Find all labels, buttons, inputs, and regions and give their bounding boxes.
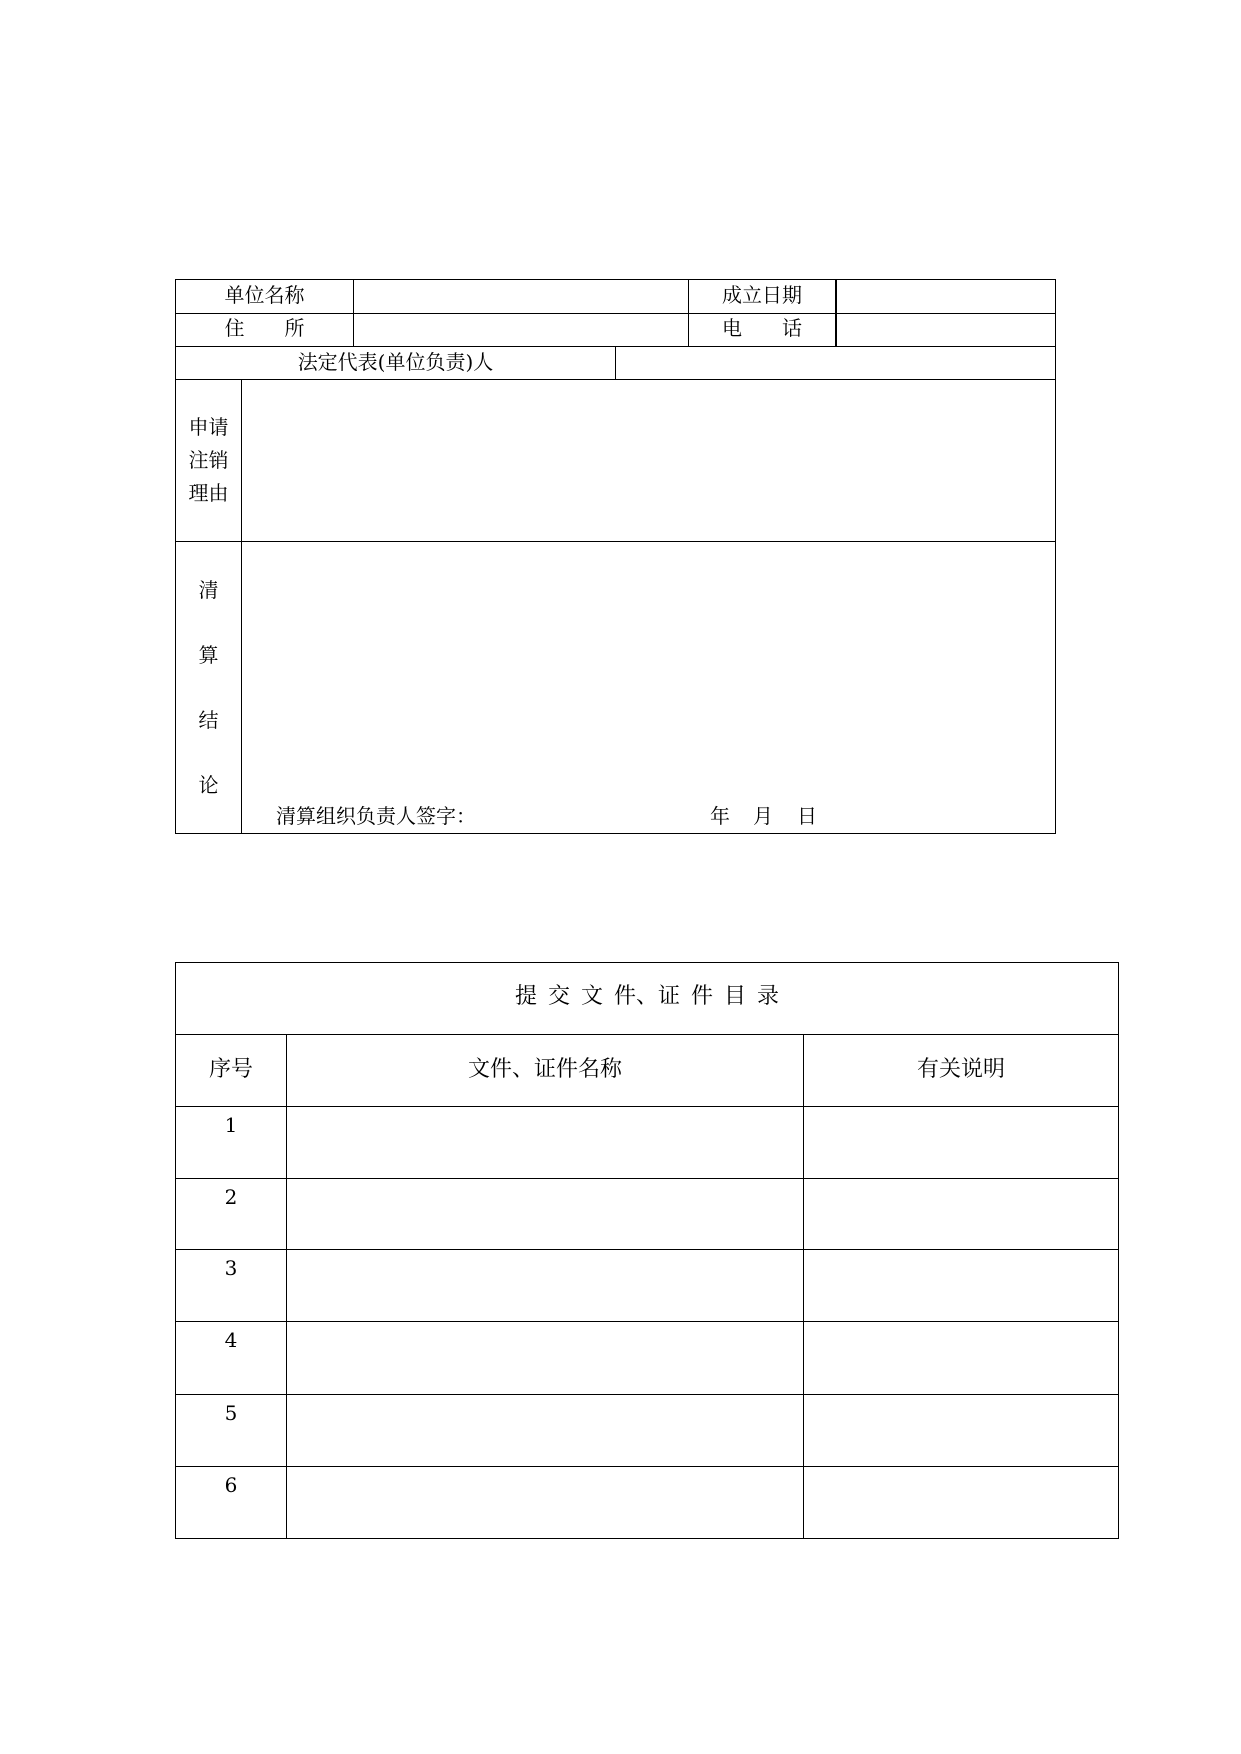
doc-note-cell[interactable]: [804, 1107, 1118, 1178]
date-day-label: 日: [797, 804, 817, 828]
doc-name-cell[interactable]: [287, 1395, 803, 1466]
doc-note-cell[interactable]: [804, 1395, 1118, 1466]
cancel-reason-field[interactable]: [243, 380, 1055, 541]
docs-border-left: [175, 962, 176, 1538]
legal-rep-label: 法定代表(单位负责)人: [297, 350, 494, 374]
docs-border-right: [1118, 962, 1119, 1538]
liquidation-label-4: 论: [198, 773, 219, 797]
row-index: 3: [224, 1256, 238, 1280]
row-index: 6: [224, 1473, 238, 1497]
docs-border-top: [175, 962, 1119, 963]
liquidation-label-2: 算: [198, 643, 219, 667]
row-index: 4: [224, 1328, 238, 1352]
header-notes: 有关说明: [916, 1057, 1005, 1082]
phone-field[interactable]: [837, 314, 1055, 346]
date-year-label: 年: [710, 804, 730, 828]
doc-name-cell[interactable]: [287, 1107, 803, 1178]
docs-border-bottom: [175, 1538, 1119, 1539]
liquidation-conclusion-field[interactable]: [243, 542, 1055, 794]
phone-label: 电 话: [722, 316, 802, 340]
row-index: 2: [224, 1185, 238, 1209]
date-month-label: 月: [753, 804, 773, 828]
address-label: 住 所: [224, 316, 305, 340]
form-border-bottom: [175, 833, 1056, 834]
doc-note-cell[interactable]: [804, 1467, 1118, 1538]
founding-date-field[interactable]: [837, 280, 1055, 313]
doc-note-cell[interactable]: [804, 1179, 1118, 1249]
form-rule: [241, 379, 242, 833]
doc-name-cell[interactable]: [287, 1179, 803, 1249]
legal-rep-field[interactable]: [616, 347, 1055, 379]
doc-name-cell[interactable]: [287, 1322, 803, 1394]
doc-note-cell[interactable]: [804, 1250, 1118, 1321]
address-field[interactable]: [354, 314, 688, 346]
founding-date-label: 成立日期: [722, 283, 802, 307]
header-index: 序号: [208, 1057, 253, 1082]
row-index: 1: [224, 1113, 238, 1137]
cancel-reason-label-2: 注销: [188, 448, 229, 472]
documents-title: 提 交 文 件、证 件 目 录: [515, 984, 779, 1009]
liquidation-label-3: 结: [198, 708, 219, 732]
doc-name-cell[interactable]: [287, 1467, 803, 1538]
header-doc-name: 文件、证件名称: [467, 1057, 622, 1082]
doc-note-cell[interactable]: [804, 1322, 1118, 1394]
doc-name-cell[interactable]: [287, 1250, 803, 1321]
docs-rule: [175, 1034, 1119, 1035]
liquidation-signature-label: 清算组织负责人签字：: [276, 804, 476, 828]
unit-name-label: 单位名称: [224, 283, 305, 307]
cancel-reason-label-3: 理由: [188, 481, 229, 505]
form-border-right: [1055, 279, 1056, 833]
cancel-reason-label-1: 申请: [188, 415, 229, 439]
row-index: 5: [224, 1401, 238, 1425]
unit-name-field[interactable]: [354, 280, 688, 313]
liquidation-label-1: 清: [198, 578, 219, 602]
